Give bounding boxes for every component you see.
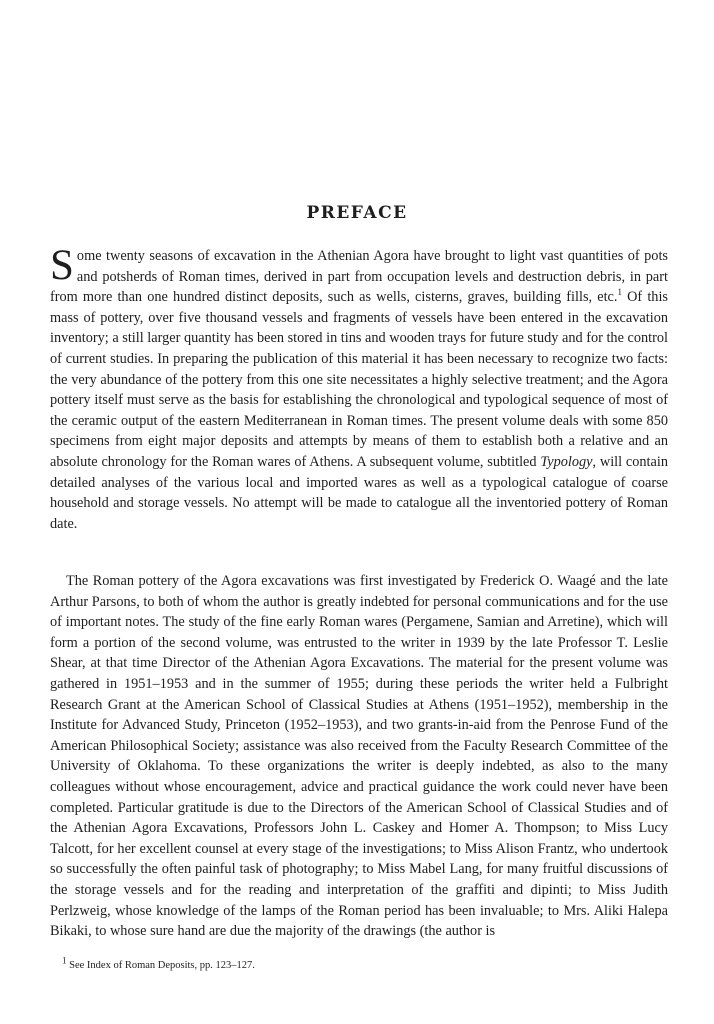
typology-italic: Typology bbox=[540, 453, 593, 470]
paragraph-1-text-a: ome twenty seasons of excavation in the Athenian Agora have brought to light vast quantities of pots and potsherds of Roman times, derived in part from occupation levels and destruction debris, in part from more than one hundred distinct deposits, such as wells, cisterns, graves, building fills, etc. bbox=[50, 248, 668, 306]
preface-paragraph-2: The Roman pottery of the Agora excavations was first investigated by Frederick O. Waagé and the late Arthur Parsons, to both of whom the author is greatly indebted for personal communications and for the use of important notes. The study of the fine early Roman wares (Pergamene, Samian and Arretine), which will form a portion of the second volume, was entrusted to the writer in 1939 by the late Professor T. Leslie Shear, at that time Director of the Athenian Agora Excavations. The material for the present volume was gathered in 1951–1953 and in the summer of 1955; during these periods the writer held a Fulbright Research Grant at the American School of Classical Studies at Athens (1951–1952), membership in the Institute for Advanced Study, Princeton (1952–1953), and two grants-in-aid from the Penrose Fund of the American Philosophical Society; assistance was also received from the Faculty Research Committee of the University of Oklahoma. To these organizations the writer is deeply indebted, as also to the many colleagues without whose encouragement, advice and practical guidance the work could never have been completed. Particular gratitude is due to the Directors of the American School of Classical Studies and of the Athenian Agora Excavations, Professors John L. Caskey and Homer A. Thompson; to Miss Lucy Talcott, for her excellent counsel at every stage of the investigations; to Miss Alison Frantz, who undertook so successfully the often painful task of photography; to Miss Mabel Lang, for many fruitful discussions of the storage vessels and for the reading and interpretation of the graffiti and dipinti; to Miss Judith Perlzweig, whose knowledge of the lamps of the Roman period has been invaluable; to Mrs. Aliki Halepa Bikaki, to whose sure hand are due the majority of the drawings (the author is bbox=[50, 573, 668, 940]
footnote bbox=[62, 955, 255, 971]
page-title: PREFACE bbox=[306, 203, 408, 223]
paragraph-1-text-c: , will contain detailed analyses of the various local and imported wares as well as a typological catalogue of coarse household and storage vessels. No attempt will be made to catalogue all the inventoried pottery of Roman date. bbox=[50, 453, 669, 532]
paragraph-1-text-b: Of this mass of pottery, over five thousand vessels and fragments of vessels have been entered in the excavation inventory; a still larger quantity has been stored in tins and wooden trays for future study and for the control of current studies. In preparing the publication of this material it has been necessary to recognize two facts: the very abundance of the pottery from this one site necessitates a highly selective treatment; and the Agora pottery itself must serve as the basis for establishing the chronological and typological sequence of most of the ceramic output of the eastern Mediterranean in Roman times. The present volume deals with some 850 specimens from eight major deposits and attempts by means of them to establish both a relative and an absolute chronology for the Roman wares of Athens. A subsequent volume, subtitled bbox=[50, 289, 668, 470]
footnote-reference: 1 bbox=[617, 287, 622, 298]
preface-paragraph-1 bbox=[50, 242, 669, 534]
footnote-text: See Index of Roman Deposits, pp. 123–127. bbox=[66, 960, 255, 971]
footnote-mark: 1 bbox=[62, 955, 67, 966]
drop-cap: S bbox=[50, 242, 74, 289]
